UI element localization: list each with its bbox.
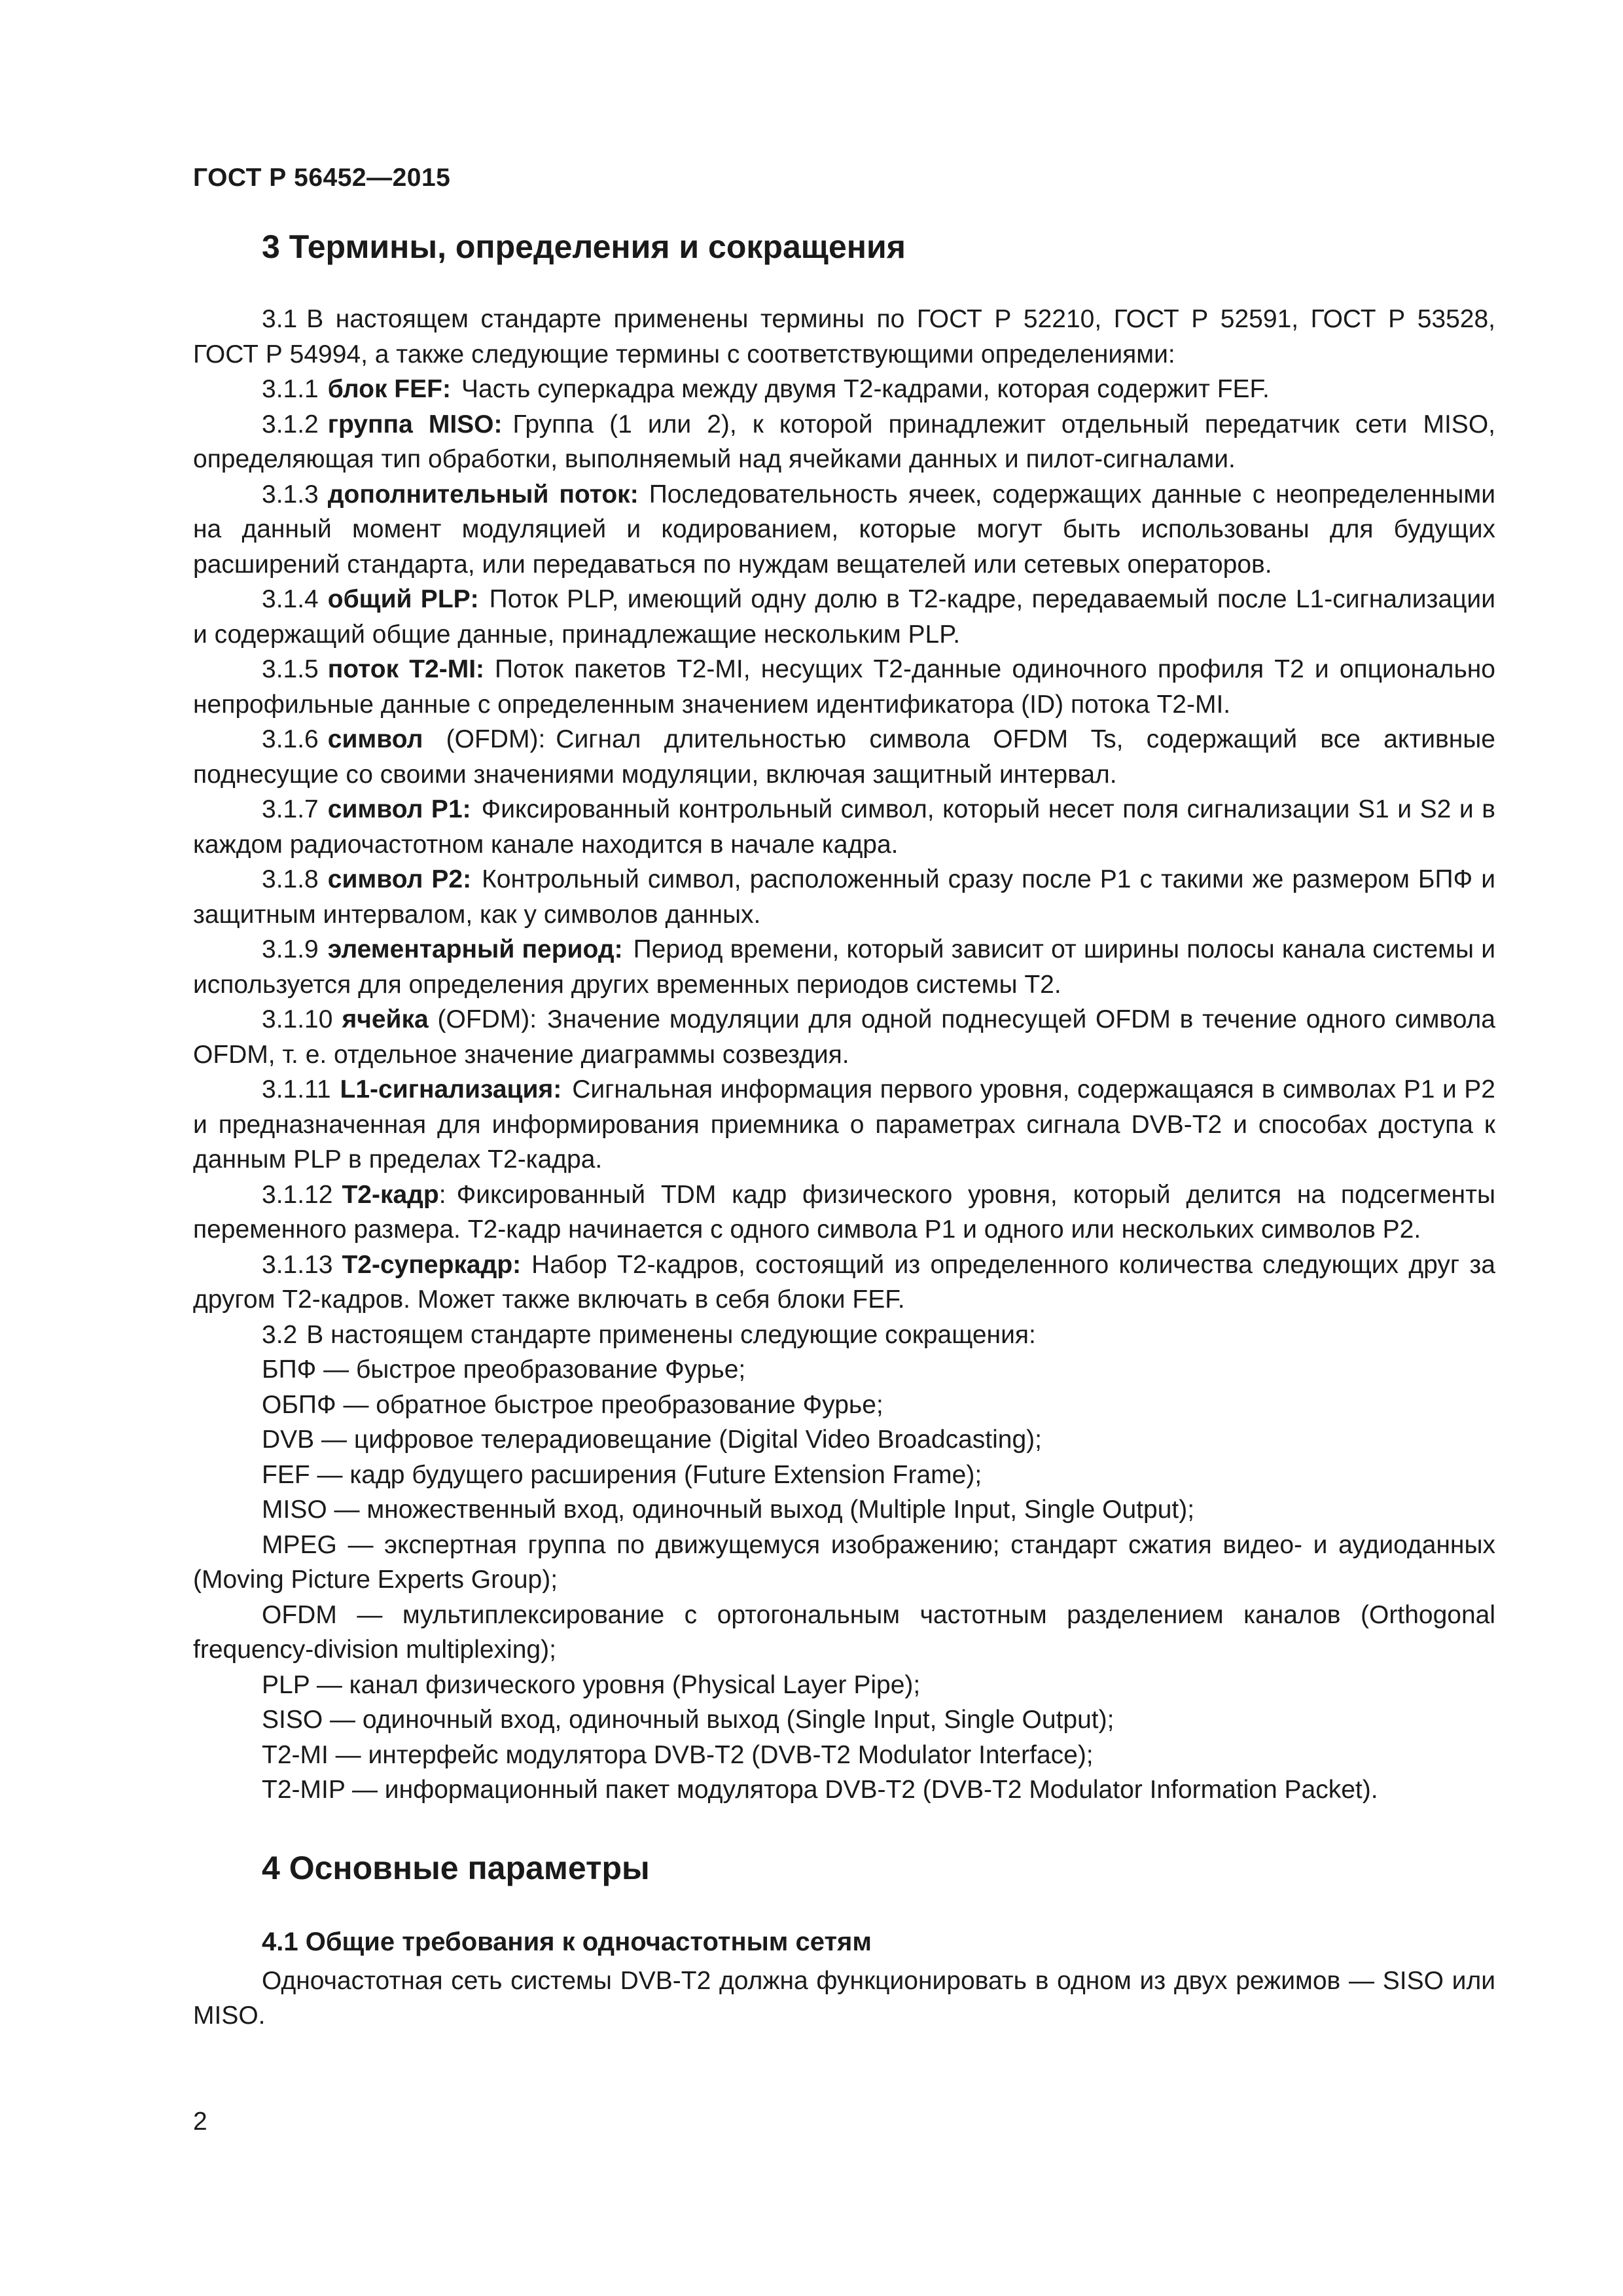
abbreviation-item: PLP — канал физического уровня (Physical Layer Pipe); [262,1670,921,1699]
term-3-1-4 [193,582,1495,652]
term-3-1-11 [193,1072,1495,1177]
term-name: общий PLP: [327,585,479,613]
clause-text: В настоящем стандарте применены термины по ГОСТ Р 52210, ГОСТ Р 52591, ГОСТ Р 53528, ГОСТ Р 54994, а также следующие термины с соответствующими определениями: [193,305,1495,368]
abbreviation-item: MPEG — экспертная группа по движущемуся изображению; стандарт сжатия видео- и аудиоданных (Moving Picture Experts Group); [193,1530,1495,1594]
term-definition: Период времени, который зависит от ширины полосы канала системы и используется для определения других временных периодов системы Т2. [193,935,1496,999]
section-3-title: 3 Термины, определения и сокращения [262,228,906,265]
clause-number: 3.1.13 [262,1250,333,1279]
term-name: группа MISO: [327,410,503,439]
page-number: 2 [193,2108,207,2136]
paragraph-3-1 [193,302,1495,372]
term-3-1-6 [193,722,1495,792]
clause-number: 3.1.11 [262,1075,331,1103]
term-definition: Поток PLP, имеющий одну долю в Т2-кадре, передаваемый после L1-сигнализации и содержащий общие данные, принадлежащие нескольким PLP. [193,585,1495,649]
clause-number: 3.1.7 [262,795,319,823]
term-3-1-9 [193,932,1495,1002]
clause-number: 3.1.3 [262,480,319,509]
term-definition: Часть суперкадра между двумя Т2-кадрами, которая содержит FEF. [461,375,1270,403]
term-qualifier: (OFDM): [446,725,546,753]
clause-number: 3.1.2 [262,410,319,439]
abbreviation-item: OFDM — мультиплексирование с ортогональным частотным разделением каналов (Orthogonal frequency-division multiplexing); [193,1600,1495,1664]
clause-number: 3.1.8 [262,865,319,893]
term-name: ячейка [342,1005,429,1033]
abbreviation-item: DVB — цифровое телерадиовещание (Digital Video Broadcasting); [262,1426,1042,1454]
term-3-1-3 [193,477,1495,583]
abbreviation-item: T2-MI — интерфейс модулятора DVB-T2 (DVB-T2 Modulator Interface); [262,1740,1094,1769]
term-name: элементарный период: [327,935,623,963]
term-name: Т2-кадр [342,1180,439,1209]
subsection-4-1-title: 4.1 Общие требования к одночастотным сетям [262,1927,872,1956]
clause-number: 3.1.5 [262,655,319,683]
clause-number: 3.1.9 [262,935,319,963]
term-3-1-7 [193,792,1495,862]
section-4-title: 4 Основные параметры [262,1849,650,1886]
abbreviation-item: FEF — кадр будущего расширения (Future Extension Frame); [262,1460,982,1489]
paragraph-4-1: Одночастотная сеть системы DVB-T2 должна функционировать в одном из двух режимов — SISO или MISO. [193,1966,1495,2030]
term-definition: Последовательность ячеек, содержащих данные с неопределенными на данный момент модуляцией и кодированием, которые могут быть использованы для будущих расширений стандарта, или передаваться по нуждам вещателей или сетевых операторов. [193,480,1496,579]
clause-number: 3.2 [262,1320,298,1349]
term-name: Т2-суперкадр: [342,1250,522,1279]
paragraph-3-2 [193,1318,1495,1353]
clause-number: 3.1.4 [262,585,319,613]
running-header: ГОСТ Р 56452—2015 [193,164,451,192]
term-name: символ P2: [327,865,472,893]
clause-number: 3.1.10 [262,1005,333,1033]
term-definition: Сигнал длительностью символа OFDM Ts, содержащий все активные поднесущие со своими значениями модуляции, включая защитный интервал. [193,725,1495,789]
abbreviation-item: БПФ — быстрое преобразование Фурье; [262,1355,746,1384]
clause-number: 3.1.6 [262,725,319,753]
term-definition: Набор Т2-кадров, состоящий из определенного количества следующих друг за другом Т2-кадров. Может также включать в себя блоки FEF. [193,1250,1495,1314]
term-definition: Группа (1 или 2), к которой принадлежит отдельный передатчик сети MISO, определяющая тип обработки, выполняемый над ячейками данных и пилот-сигналами. [193,410,1495,473]
page-content [193,226,1495,2034]
clause-number: 3.1 [262,305,298,333]
term-3-1-10 [193,1002,1495,1072]
term-list [193,372,1495,1318]
term-3-1-12 [193,1177,1495,1247]
term-definition: Сигнальная информация первого уровня, содержащаяся в символах Р1 и Р2 и предназначенная для информирования приемника о параметрах сигнала DVB-T2 и способах доступа к данным PLP в пределах Т2-кадра. [193,1075,1495,1174]
term-qualifier: : [438,1180,446,1209]
term-3-1-5 [193,652,1495,722]
term-name: L1-сигнализация: [340,1075,562,1103]
term-3-1-2 [193,407,1495,477]
abbreviation-list [193,1352,1495,1808]
term-3-1-13 [193,1247,1495,1318]
term-3-1-8 [193,862,1495,932]
term-definition: Поток пакетов Т2-MI, несущих Т2-данные одиночного профиля Т2 и опционально непрофильные данные с определенным значением идентификатора (ID) потока Т2-MI. [193,655,1495,719]
clause-number: 3.1.12 [262,1180,333,1209]
term-name: блок FEF: [327,375,451,403]
term-name: дополнительный поток: [327,480,639,509]
clause-text: В настоящем стандарте применены следующие сокращения: [306,1320,1036,1349]
clause-number: 3.1.1 [262,375,319,403]
term-definition: Фиксированный контрольный символ, который несет поля сигнализации S1 и S2 и в каждом радиочастотном канале находится в начале кадра. [193,795,1495,859]
term-name: символ P1: [327,795,471,823]
term-name: символ [327,725,423,753]
term-qualifier: (OFDM): [437,1005,537,1033]
term-definition: Значение модуляции для одной поднесущей OFDM в течение одного символа OFDM, т. е. отдельное значение диаграммы созвездия. [193,1005,1495,1069]
term-name: поток T2-MI: [327,655,485,683]
term-3-1-1 [193,372,1495,407]
abbreviation-item: T2-MIP — информационный пакет модулятора DVB-T2 (DVB-T2 Modulator Information Packet). [262,1776,1378,1804]
term-definition: Контрольный символ, расположенный сразу после Р1 с такими же размером БПФ и защитным интервалом, как у символов данных. [193,865,1495,929]
abbreviation-item: ОБПФ — обратное быстрое преобразование Фурье; [262,1390,883,1419]
abbreviation-item: SISO — одиночный вход, одиночный выход (Single Input, Single Output); [262,1706,1115,1734]
term-definition: Фиксированный TDM кадр физического уровня, который делится на подсегменты переменного размера. Т2-кадр начинается с одного символа Р1 и одного или нескольких символов Р2. [193,1180,1495,1244]
abbreviation-item: MISO — множественный вход, одиночный выход (Multiple Input, Single Output); [262,1496,1195,1524]
